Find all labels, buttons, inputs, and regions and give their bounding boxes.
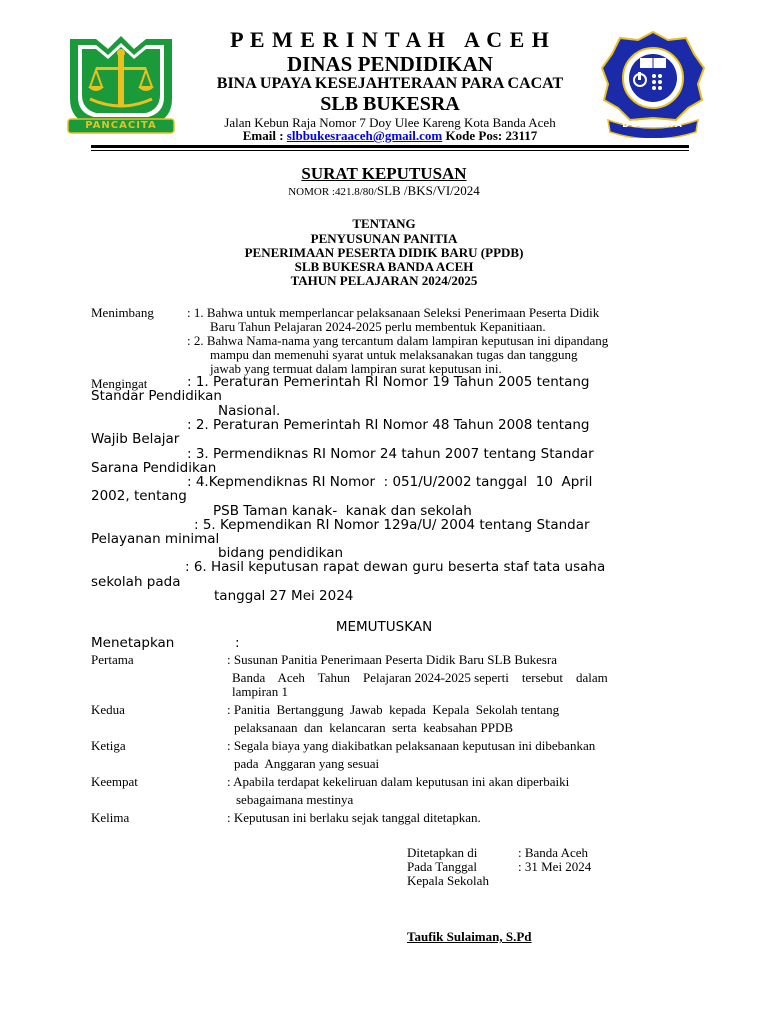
doc-number-suffix: SLB /BKS/VI/2024 [376, 183, 480, 198]
pertama-label: Pertama [91, 652, 134, 667]
ketiga-a: : Segala biaya yang diakibatkan pelaksanaan keputusan ini dibebankan [227, 738, 596, 753]
subject-line-5: TAHUN PELAJARAN 2024/2025 [290, 273, 478, 288]
mengingat-4b: 2002, tentang [91, 488, 187, 504]
pertama-a: : Susunan Panitia Penerimaan Peserta Didik Baru SLB Bukesra [227, 652, 558, 667]
gov-title: P E M E R I N T A H A C E H [230, 27, 550, 52]
keempat-a: : Apabila terdapat kekeliruan dalam keputusan ini akan diperbaiki [227, 774, 570, 789]
doc-title: SURAT KEPUTUSAN [301, 164, 467, 183]
email-link[interactable]: slbbukesraaceh@gmail.com [286, 128, 443, 143]
keempat-label: Keempat [91, 774, 138, 789]
kelima-label: Kelima [91, 810, 130, 825]
mengingat-label: Mengingat [91, 376, 148, 391]
pancacita-text: PANCACITA [85, 120, 157, 131]
kedua-b: pelaksanaan dan kelancaran serta keabsahan PPDB [234, 720, 514, 735]
email-label: Email : [242, 128, 284, 143]
mengingat-3a: : 3. Permendiknas RI Nomor 24 tahun 2007 tentang Standar [187, 446, 594, 462]
subject-line-2: PENYUSUNAN PANITIA [310, 231, 458, 246]
place-value: : Banda Aceh [518, 845, 589, 860]
menimbang-2a: : 2. Bahwa Nama-nama yang tercantum dalam lampiran keputusan ini dipandang [187, 333, 609, 348]
kedua-a: : Panitia Bertanggung Jawab kepada Kepala Sekolah tentang [227, 702, 560, 717]
menimbang-1b: Baru Tahun Pelajaran 2024-2025 perlu membentuk Kepanitiaan. [210, 319, 546, 334]
menimbang-2b: mampu dan memenuhi syarat untuk melaksanakan tugas dan tanggung [210, 347, 578, 362]
address: Jalan Kebun Raja Nomor 7 Doy Ulee Kareng Kota Banda Aceh [224, 115, 556, 130]
keempat-b: sebagaimana mestinya [236, 792, 354, 807]
place-label: Ditetapkan di [407, 845, 478, 860]
mengingat-5a: : 5. Kepmendikan RI Nomor 129a/U/ 2004 tentang Standar [194, 517, 590, 533]
mengingat-5c: bidang pendidikan [218, 545, 344, 561]
menimbang-label: Menimbang [91, 305, 154, 320]
menetapkan-label: Menetapkan [91, 635, 175, 651]
mengingat-4a: : 4.Kepmendiknas RI Nomor : 051/U/2002 tanggal 10 April [187, 474, 593, 490]
kedua-label: Kedua [91, 702, 125, 717]
mengingat-2b: Wajib Belajar [91, 431, 180, 447]
menimbang-2c: jawab yang termuat dalam lampiran surat keputusan ini. [210, 361, 502, 376]
date-value: : 31 Mei 2024 [518, 859, 592, 874]
doc-number [200, 182, 568, 200]
signatory-name: Taufik Sulaiman, S.Pd [407, 929, 532, 944]
memutuskan-heading: MEMUTUSKAN [335, 619, 433, 635]
header-rule-thick [91, 145, 689, 148]
mengingat-4c: PSB Taman kanak- kanak dan sekolah [213, 503, 472, 519]
mengingat-6b: sekolah pada [91, 574, 181, 590]
mengingat-1c: Nasional. [218, 403, 281, 419]
bukesra-text: BUKESRA [622, 120, 684, 130]
ketiga-b: pada Anggaran yang sesuai [234, 756, 380, 771]
doc-number-prefix: NOMOR :421.8/80/ [288, 186, 377, 198]
menimbang-1a: : 1. Bahwa untuk memperlancar pelaksanaan Seleksi Penerimaan Peserta Didik [187, 305, 600, 320]
date-label: Pada Tanggal [407, 859, 477, 874]
mengingat-3b: Sarana Pendidikan [91, 460, 217, 476]
contact-line [150, 128, 630, 144]
mengingat-1b: Standar Pendidikan [91, 388, 222, 404]
postal-code: Kode Pos: 23117 [445, 128, 538, 143]
subject-line-4: SLB BUKESRA BANDA ACEH [294, 259, 474, 274]
subject-line-3: PENERIMAAN PESERTA DIDIK BARU (PPDB) [244, 245, 524, 260]
header-rule-thin [91, 150, 689, 151]
school-title: SLB BUKESRA [320, 93, 460, 115]
pertama-b: Banda Aceh Tahun Pelajaran 2024-2025 seperti tersebut dalam [232, 670, 608, 685]
mengingat-6c: tanggal 27 Mei 2024 [214, 588, 354, 604]
mengingat-6a: : 6. Hasil keputusan rapat dewan guru beserta staf tata usaha [185, 559, 606, 575]
subject-line-1: TENTANG [352, 216, 416, 231]
pertama-c: lampiran 1 [232, 684, 288, 699]
mengingat-5b: Pelayanan minimal [91, 531, 220, 547]
kelima-a: : Keputusan ini berlaku sejak tanggal ditetapkan. [227, 810, 481, 825]
position-title: Kepala Sekolah [407, 873, 489, 888]
dept-title: DINAS PENDIDIKAN [287, 52, 493, 76]
mengingat-1a: : 1. Peraturan Pemerintah RI Nomor 19 Tahun 2005 tentang [187, 374, 590, 390]
mengingat-2a: : 2. Peraturan Pemerintah RI Nomor 48 Tahun 2008 tentang [187, 417, 590, 433]
unit-title: BINA UPAYA KESEJAHTERAAN PARA CACAT [216, 75, 564, 92]
menetapkan-colon: : [235, 635, 240, 651]
ketiga-label: Ketiga [91, 738, 126, 753]
